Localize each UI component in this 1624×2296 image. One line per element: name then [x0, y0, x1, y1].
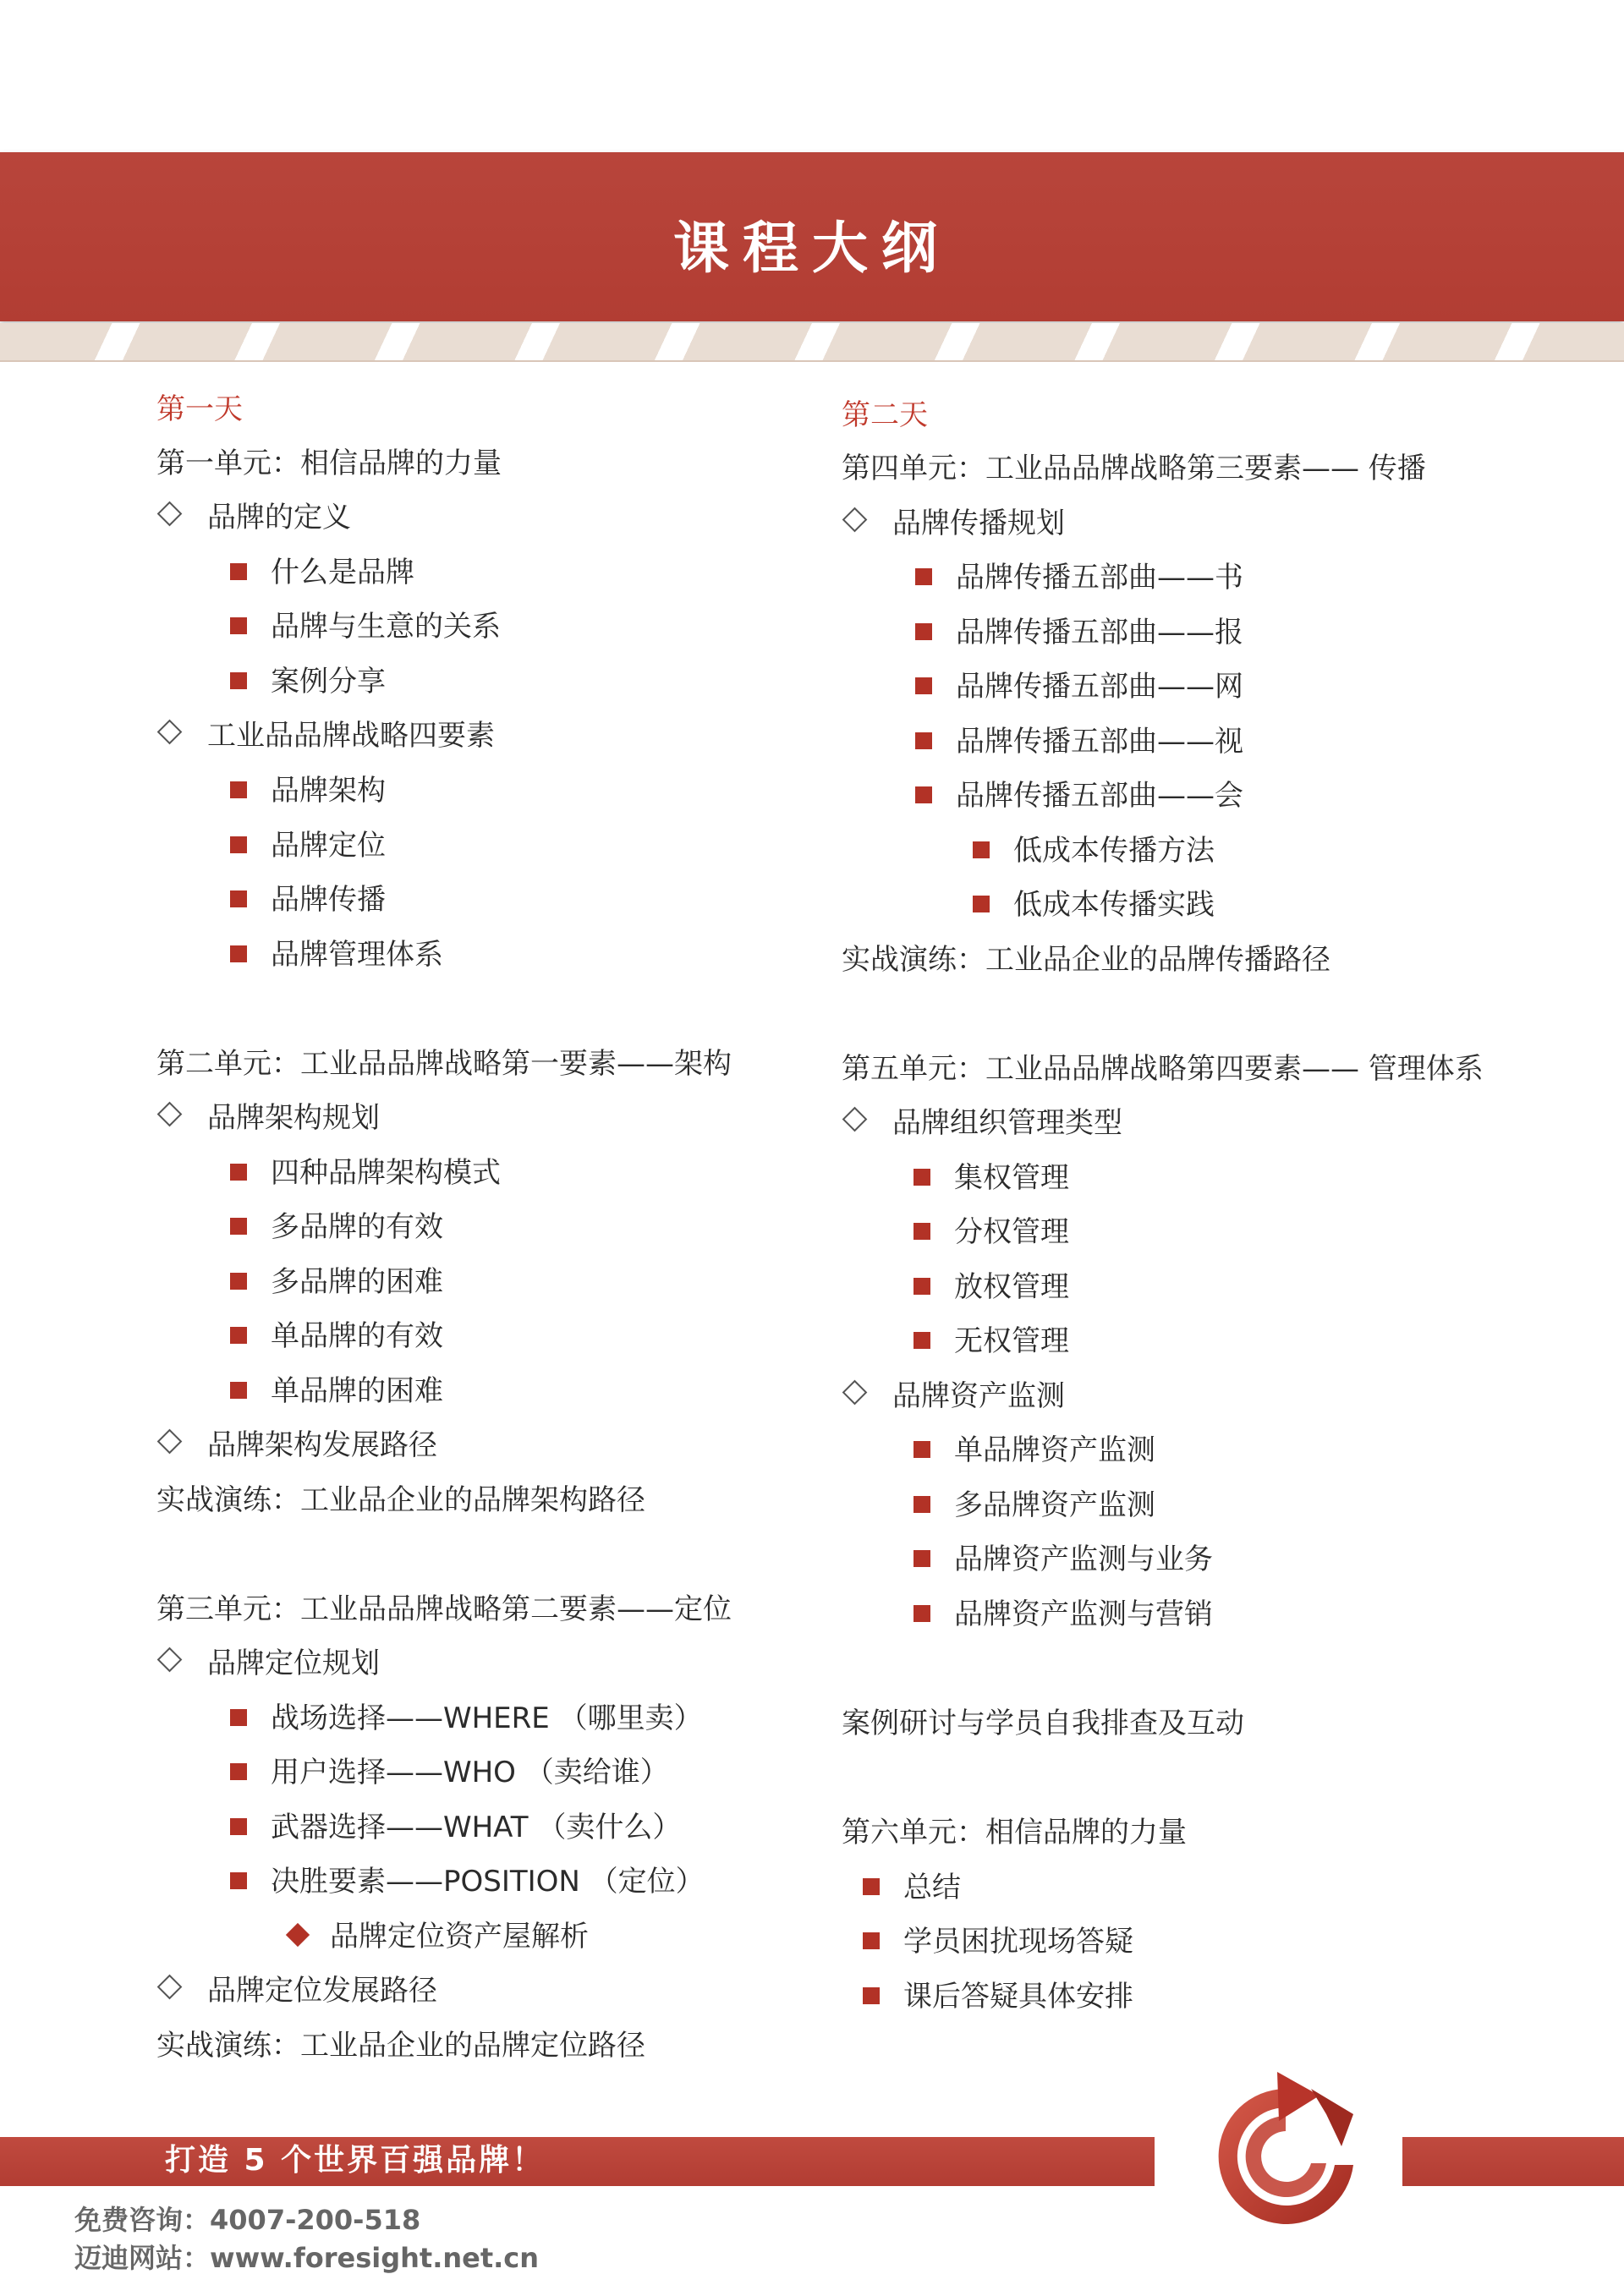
diamond-outline-icon: [842, 1107, 868, 1132]
square-bullet-icon: [230, 1164, 247, 1181]
unit3-practice: 实战演练：工业品企业的品牌定位路径: [156, 2029, 645, 2063]
list-item: 品牌传播五部曲——报: [915, 614, 1243, 651]
diamond-outline-icon: [157, 501, 183, 527]
unit5-title: 第五单元：工业品品牌战略第四要素—— 管理体系: [842, 1052, 1484, 1086]
list-item: 低成本传播实践: [973, 886, 1215, 923]
unit3-title: 第三单元：工业品品牌战略第二要素——定位: [156, 1592, 732, 1626]
list-item: 品牌与生意的关系: [230, 608, 501, 645]
list-item: 品牌架构: [230, 772, 386, 809]
square-bullet-icon: [973, 841, 990, 858]
square-bullet-icon: [914, 1278, 930, 1295]
unit2-sec2: 品牌架构发展路径: [161, 1427, 437, 1464]
unit4-title: 第四单元：工业品品牌战略第三要素—— 传播: [842, 452, 1426, 485]
unit4-practice: 实战演练：工业品企业的品牌传播路径: [842, 943, 1330, 977]
list-item: 低成本传播方法: [973, 832, 1215, 869]
unit4-sec1: 品牌传播规划: [846, 505, 1065, 542]
header-banner: [0, 152, 1624, 321]
square-bullet-icon: [914, 1441, 930, 1458]
square-bullet-icon: [230, 563, 247, 580]
square-bullet-icon: [863, 1987, 880, 2004]
list-item: 品牌传播: [230, 881, 386, 918]
square-bullet-icon: [230, 1818, 247, 1835]
decorative-stripe: [0, 323, 1624, 362]
list-item: 品牌定位资产屋解析: [289, 1918, 589, 1955]
unit6-title: 第六单元：相信品牌的力量: [842, 1816, 1187, 1849]
square-bullet-icon: [230, 1763, 247, 1780]
square-bullet-icon: [915, 732, 932, 749]
list-item: 用户选择——WHO （卖给谁）: [230, 1754, 669, 1791]
diamond-bullet-icon: [286, 1923, 310, 1947]
diamond-outline-icon: [157, 1647, 183, 1673]
unit2-practice: 实战演练：工业品企业的品牌架构路径: [156, 1483, 645, 1517]
footer-phone: 免费咨询：4007-200-518: [74, 2204, 421, 2236]
unit1-sec1: 品牌的定义: [161, 499, 351, 536]
list-item: 多品牌的有效: [230, 1208, 443, 1246]
square-bullet-icon: [230, 617, 247, 634]
unit1-title: 第一单元：相信品牌的力量: [156, 447, 502, 480]
list-item: 武器选择——WHAT （卖什么）: [230, 1809, 681, 1846]
list-item: 品牌传播五部曲——视: [915, 723, 1243, 760]
list-item: 决胜要素——POSITION （定位）: [230, 1863, 705, 1900]
list-item: 单品牌资产监测: [914, 1432, 1155, 1469]
square-bullet-icon: [914, 1550, 930, 1567]
list-item: 四种品牌架构模式: [230, 1154, 501, 1192]
list-item: 总结: [863, 1869, 961, 1906]
square-bullet-icon: [230, 1273, 247, 1290]
page-title: 课程大纲: [673, 216, 951, 281]
unit2-title: 第二单元：工业品品牌战略第一要素——架构: [156, 1047, 732, 1081]
square-bullet-icon: [915, 677, 932, 694]
day1-label: 第一天: [156, 392, 243, 426]
list-item: 战场选择——WHERE （哪里卖）: [230, 1700, 703, 1737]
list-item: 课后答疑具体安排: [863, 1978, 1133, 2015]
list-item: 品牌管理体系: [230, 936, 443, 973]
list-item: 无权管理: [914, 1323, 1069, 1360]
diamond-outline-icon: [157, 1102, 183, 1127]
case-study: 案例研讨与学员自我排查及互动: [842, 1707, 1244, 1740]
unit5-sec2: 品牌资产监测: [846, 1378, 1065, 1415]
square-bullet-icon: [863, 1932, 880, 1949]
diamond-outline-icon: [157, 1975, 183, 2000]
square-bullet-icon: [230, 672, 247, 689]
square-bullet-icon: [915, 786, 932, 803]
square-bullet-icon: [915, 623, 932, 640]
square-bullet-icon: [914, 1605, 930, 1622]
square-bullet-icon: [230, 1382, 247, 1399]
square-bullet-icon: [230, 1327, 247, 1344]
list-item: 品牌资产监测与营销: [914, 1596, 1213, 1633]
square-bullet-icon: [914, 1169, 930, 1186]
square-bullet-icon: [914, 1332, 930, 1349]
footer-website: 迈迪网站：www.foresight.net.cn: [74, 2242, 540, 2274]
square-bullet-icon: [230, 836, 247, 853]
square-bullet-icon: [914, 1223, 930, 1240]
unit5-sec1: 品牌组织管理类型: [846, 1104, 1122, 1142]
square-bullet-icon: [230, 1872, 247, 1889]
list-item: 什么是品牌: [230, 554, 414, 591]
list-item: 多品牌资产监测: [914, 1487, 1155, 1524]
list-item: 单品牌的有效: [230, 1318, 443, 1355]
list-item: 多品牌的困难: [230, 1263, 443, 1301]
square-bullet-icon: [863, 1878, 880, 1895]
list-item: 品牌传播五部曲——书: [915, 559, 1243, 596]
footer-slogan: 打造 5 个世界百强品牌！: [165, 2143, 546, 2178]
list-item: 品牌传播五部曲——网: [915, 668, 1243, 705]
unit1-sec2: 工业品品牌战略四要素: [161, 717, 495, 754]
unit2-sec1: 品牌架构规划: [161, 1099, 380, 1137]
list-item: 放权管理: [914, 1269, 1069, 1306]
unit3-sec2: 品牌定位发展路径: [161, 1972, 437, 2009]
day2-label: 第二天: [842, 398, 928, 432]
diamond-outline-icon: [842, 507, 868, 533]
diamond-outline-icon: [157, 1429, 183, 1455]
footer-banner-right: [1402, 2137, 1624, 2186]
unit3-sec1: 品牌定位规划: [161, 1645, 380, 1682]
square-bullet-icon: [914, 1496, 930, 1513]
square-bullet-icon: [230, 1218, 247, 1235]
square-bullet-icon: [973, 896, 990, 912]
list-item: 案例分享: [230, 663, 386, 700]
list-item: 品牌资产监测与业务: [914, 1541, 1213, 1578]
diamond-outline-icon: [842, 1380, 868, 1406]
square-bullet-icon: [230, 1709, 247, 1726]
square-bullet-icon: [915, 568, 932, 585]
diamond-outline-icon: [157, 720, 183, 745]
list-item: 学员困扰现场答疑: [863, 1923, 1133, 1960]
list-item: 品牌定位: [230, 827, 386, 864]
list-item: 分权管理: [914, 1214, 1069, 1251]
square-bullet-icon: [230, 781, 247, 798]
square-bullet-icon: [230, 890, 247, 907]
square-bullet-icon: [230, 945, 247, 962]
list-item: 单品牌的困难: [230, 1373, 443, 1410]
list-item: 品牌传播五部曲——会: [915, 777, 1243, 814]
list-item: 集权管理: [914, 1159, 1069, 1197]
circular-arrow-logo-icon: [1184, 2055, 1387, 2258]
